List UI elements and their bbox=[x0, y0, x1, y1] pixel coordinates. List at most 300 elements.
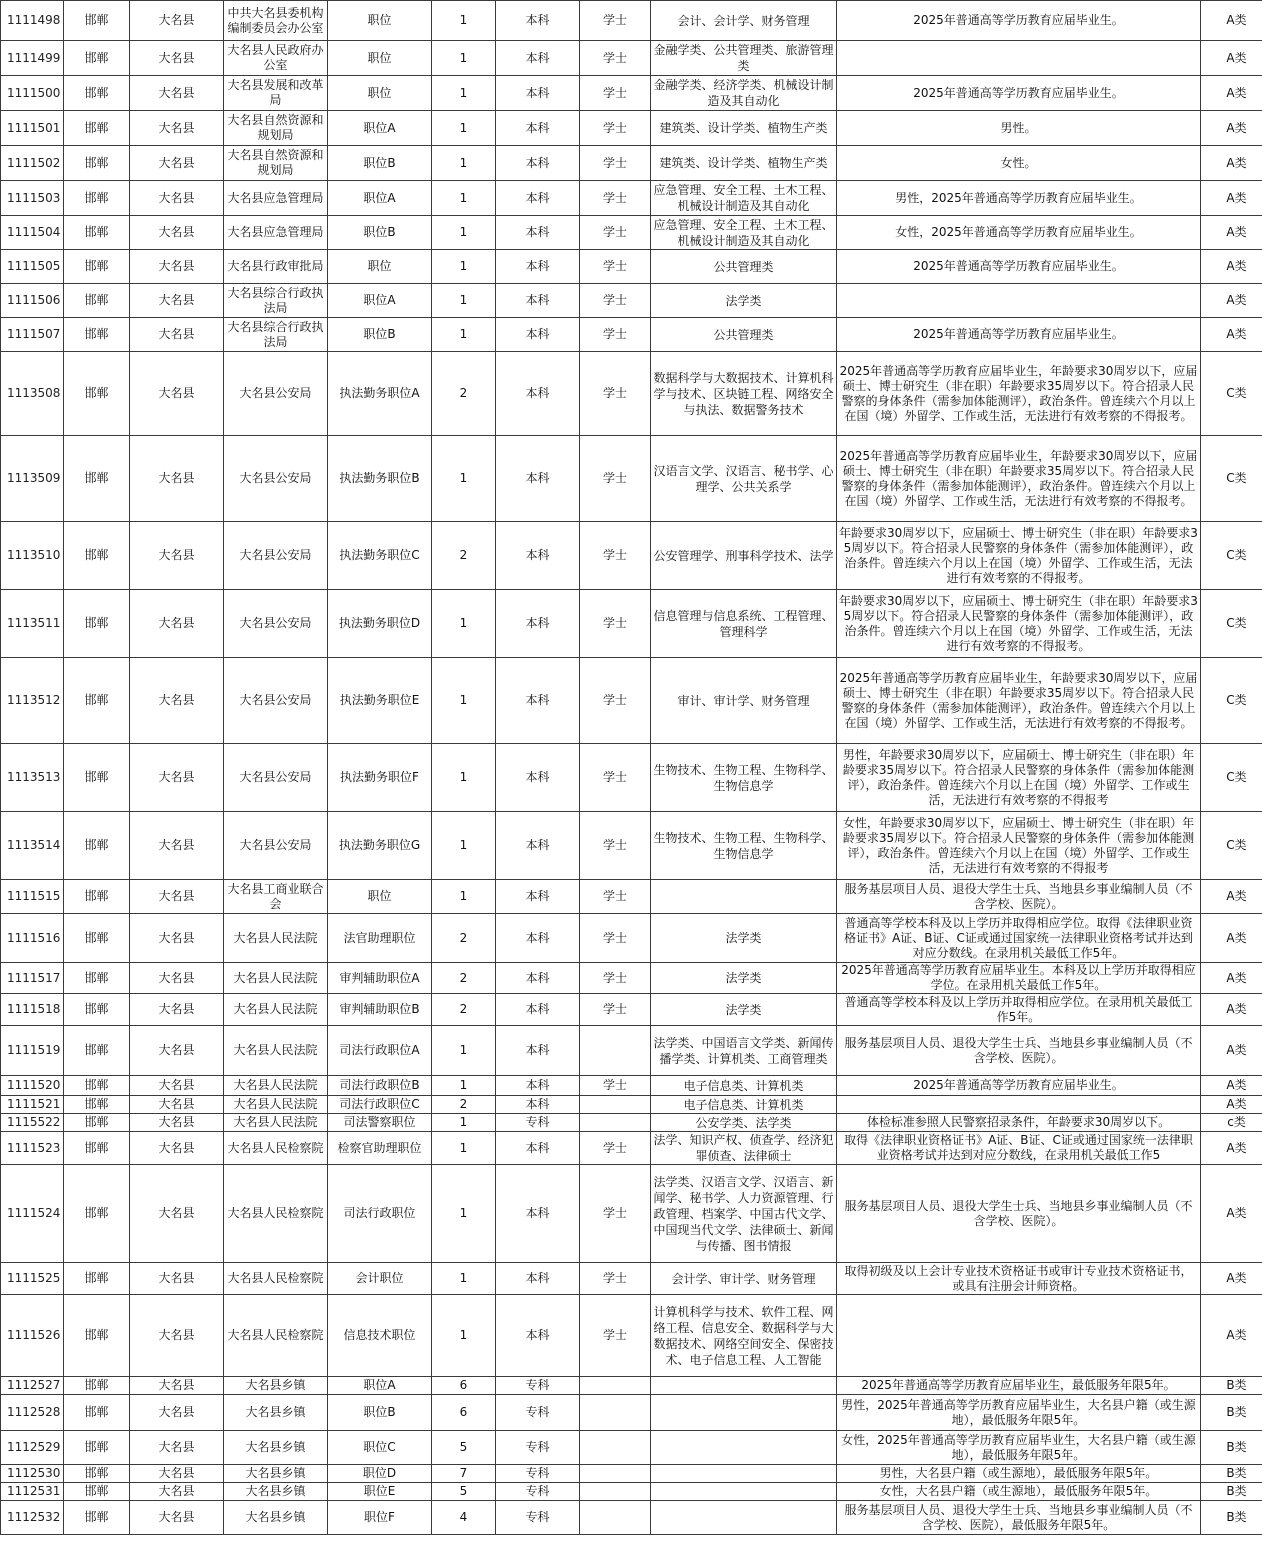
position-cell: 执法勤务职位A bbox=[328, 352, 432, 436]
city-cell: 邯郸 bbox=[64, 1395, 130, 1431]
county-cell: 大名县 bbox=[130, 812, 224, 880]
requirements-cell bbox=[837, 1096, 1201, 1114]
code-cell: 1111518 bbox=[1, 994, 64, 1026]
position-cell: 职位A bbox=[328, 181, 432, 216]
code-cell: 1112529 bbox=[1, 1431, 64, 1465]
code-cell: 1112528 bbox=[1, 1395, 64, 1431]
count-cell: 1 bbox=[432, 181, 496, 216]
degree-cell: 学士 bbox=[580, 181, 651, 216]
unit-cell: 大名县工商业联合会 bbox=[224, 880, 328, 914]
position-cell: 检察官助理职位 bbox=[328, 1132, 432, 1165]
count-cell: 1 bbox=[432, 318, 496, 352]
major-cell bbox=[651, 1483, 837, 1501]
table-row bbox=[1, 1295, 1262, 1377]
table-row bbox=[1, 250, 1262, 284]
city-cell: 邯郸 bbox=[64, 812, 130, 880]
major-cell: 公共管理类 bbox=[651, 318, 837, 352]
degree-cell: 学士 bbox=[580, 1263, 651, 1295]
requirements-cell bbox=[837, 1295, 1201, 1377]
degree-cell: 学士 bbox=[580, 1165, 651, 1263]
requirements-cell: 2025年普通高等学历教育应届毕业生。 bbox=[837, 1076, 1201, 1096]
position-cell: 司法行政职位B bbox=[328, 1076, 432, 1096]
category-cell: A类 bbox=[1201, 181, 1262, 216]
category-cell: C类 bbox=[1201, 352, 1262, 436]
table-row bbox=[1, 658, 1262, 744]
table-row bbox=[1, 1263, 1262, 1295]
county-cell: 大名县 bbox=[130, 1295, 224, 1377]
category-cell: A类 bbox=[1201, 1026, 1262, 1076]
degree-cell: 学士 bbox=[580, 111, 651, 146]
county-cell: 大名县 bbox=[130, 181, 224, 216]
table-row bbox=[1, 744, 1262, 812]
city-cell: 邯郸 bbox=[64, 250, 130, 284]
major-cell bbox=[651, 880, 837, 914]
major-cell: 公安学类、法学类 bbox=[651, 1114, 837, 1132]
major-cell: 会计、会计学、财务管理 bbox=[651, 1, 837, 41]
city-cell: 邯郸 bbox=[64, 914, 130, 963]
education-cell: 本科 bbox=[496, 41, 580, 76]
category-cell: B类 bbox=[1201, 1377, 1262, 1395]
position-cell: 司法警察职位 bbox=[328, 1114, 432, 1132]
count-cell: 1 bbox=[432, 111, 496, 146]
count-cell: 2 bbox=[432, 963, 496, 994]
degree-cell bbox=[580, 1501, 651, 1535]
city-cell: 邯郸 bbox=[64, 41, 130, 76]
education-cell: 本科 bbox=[496, 994, 580, 1026]
position-cell: 司法行政职位 bbox=[328, 1165, 432, 1263]
major-cell: 公安管理学、刑事科学技术、法学 bbox=[651, 522, 837, 590]
position-cell: 法官助理职位 bbox=[328, 914, 432, 963]
position-cell: 职位 bbox=[328, 250, 432, 284]
county-cell: 大名县 bbox=[130, 1377, 224, 1395]
unit-cell: 大名县公安局 bbox=[224, 812, 328, 880]
unit-cell: 大名县应急管理局 bbox=[224, 216, 328, 250]
requirements-cell: 体检标准参照人民警察招录条件，年龄要求30周岁以下。 bbox=[837, 1114, 1201, 1132]
code-cell: 1111525 bbox=[1, 1263, 64, 1295]
degree-cell bbox=[580, 1377, 651, 1395]
county-cell: 大名县 bbox=[130, 1165, 224, 1263]
unit-cell: 大名县公安局 bbox=[224, 744, 328, 812]
city-cell: 邯郸 bbox=[64, 1377, 130, 1395]
major-cell: 汉语言文学、汉语言、秘书学、心理学、公共关系学 bbox=[651, 436, 837, 522]
category-cell: A类 bbox=[1201, 1295, 1262, 1377]
education-cell: 专科 bbox=[496, 1483, 580, 1501]
education-cell: 本科 bbox=[496, 1076, 580, 1096]
county-cell: 大名县 bbox=[130, 744, 224, 812]
degree-cell: 学士 bbox=[580, 522, 651, 590]
category-cell: C类 bbox=[1201, 658, 1262, 744]
requirements-cell: 服务基层项目人员、退役大学生士兵、当地县乡事业编制人员（不含学校、医院），最低服务年限5年。 bbox=[837, 1501, 1201, 1535]
position-cell: 职位B bbox=[328, 318, 432, 352]
county-cell: 大名县 bbox=[130, 1076, 224, 1096]
requirements-cell: 2025年普通高等学历教育应届毕业生。 bbox=[837, 250, 1201, 284]
education-cell: 本科 bbox=[496, 963, 580, 994]
major-cell: 法学类 bbox=[651, 284, 837, 318]
city-cell: 邯郸 bbox=[64, 994, 130, 1026]
education-cell: 本科 bbox=[496, 250, 580, 284]
major-cell bbox=[651, 1395, 837, 1431]
degree-cell: 学士 bbox=[580, 250, 651, 284]
position-cell: 职位B bbox=[328, 146, 432, 181]
education-cell: 专科 bbox=[496, 1501, 580, 1535]
major-cell: 法学类 bbox=[651, 914, 837, 963]
requirements-cell: 服务基层项目人员、退役大学生士兵、当地县乡事业编制人员（不含学校、医院）。 bbox=[837, 1165, 1201, 1263]
position-cell: 职位C bbox=[328, 1431, 432, 1465]
county-cell: 大名县 bbox=[130, 1395, 224, 1431]
category-cell: A类 bbox=[1201, 1096, 1262, 1114]
table-row bbox=[1, 76, 1262, 111]
position-cell: 职位 bbox=[328, 76, 432, 111]
code-cell: 1112532 bbox=[1, 1501, 64, 1535]
requirements-cell: 男性，2025年普通高等学历教育应届毕业生。 bbox=[837, 181, 1201, 216]
degree-cell bbox=[580, 1431, 651, 1465]
city-cell: 邯郸 bbox=[64, 658, 130, 744]
table-row bbox=[1, 436, 1262, 522]
category-cell: A类 bbox=[1201, 914, 1262, 963]
code-cell: 1111499 bbox=[1, 41, 64, 76]
category-cell: A类 bbox=[1201, 994, 1262, 1026]
education-cell: 本科 bbox=[496, 914, 580, 963]
requirements-cell: 女性，年龄要求30周岁以下，应届硕士、博士研究生（非在职）年龄要求35周岁以下。符合招录人民警察的身体条件（需参加体能测评），政治条件。曾连续六个月以上在国（境）外留学、工作或生活，无法进行有效考察的不得报考 bbox=[837, 812, 1201, 880]
count-cell: 1 bbox=[432, 436, 496, 522]
position-cell: 职位F bbox=[328, 1501, 432, 1535]
major-cell: 电子信息类、计算机类 bbox=[651, 1096, 837, 1114]
city-cell: 邯郸 bbox=[64, 1295, 130, 1377]
city-cell: 邯郸 bbox=[64, 111, 130, 146]
count-cell: 1 bbox=[432, 41, 496, 76]
education-cell: 本科 bbox=[496, 284, 580, 318]
major-cell: 建筑类、设计学类、植物生产类 bbox=[651, 146, 837, 181]
major-cell: 数据科学与大数据技术、计算机科学与技术、区块链工程、网络安全与执法、数据警务技术 bbox=[651, 352, 837, 436]
city-cell: 邯郸 bbox=[64, 1501, 130, 1535]
unit-cell: 大名县人民检察院 bbox=[224, 1132, 328, 1165]
category-cell: B类 bbox=[1201, 1395, 1262, 1431]
position-cell: 职位B bbox=[328, 216, 432, 250]
education-cell: 本科 bbox=[496, 216, 580, 250]
unit-cell: 大名县公安局 bbox=[224, 658, 328, 744]
category-cell: A类 bbox=[1201, 216, 1262, 250]
unit-cell: 大名县公安局 bbox=[224, 590, 328, 658]
code-cell: 1112531 bbox=[1, 1483, 64, 1501]
code-cell: 1112530 bbox=[1, 1465, 64, 1483]
county-cell: 大名县 bbox=[130, 436, 224, 522]
education-cell: 本科 bbox=[496, 111, 580, 146]
count-cell: 1 bbox=[432, 744, 496, 812]
table-row bbox=[1, 352, 1262, 436]
degree-cell: 学士 bbox=[580, 658, 651, 744]
requirements-cell: 2025年普通高等学历教育应届毕业生，年龄要求30周岁以下，应届硕士、博士研究生（非在职）年龄要求35周岁以下。符合招录人民警察的身体条件（需参加体能测评），政治条件。曾连续六个月以上在国（境）外留学、工作或生活，无法进行有效考察的不得报考。 bbox=[837, 436, 1201, 522]
code-cell: 1113509 bbox=[1, 436, 64, 522]
unit-cell: 大名县自然资源和规划局 bbox=[224, 111, 328, 146]
code-cell: 1113508 bbox=[1, 352, 64, 436]
table-row bbox=[1, 1431, 1262, 1465]
table-row bbox=[1, 41, 1262, 76]
degree-cell: 学士 bbox=[580, 41, 651, 76]
education-cell: 本科 bbox=[496, 1165, 580, 1263]
category-cell: A类 bbox=[1201, 41, 1262, 76]
unit-cell: 大名县公安局 bbox=[224, 522, 328, 590]
requirements-cell: 取得初级及以上会计专业技术资格证书或审计专业技术资格证书，或具有注册会计师资格。 bbox=[837, 1263, 1201, 1295]
unit-cell: 大名县人民检察院 bbox=[224, 1263, 328, 1295]
county-cell: 大名县 bbox=[130, 146, 224, 181]
degree-cell: 学士 bbox=[580, 914, 651, 963]
category-cell: C类 bbox=[1201, 744, 1262, 812]
city-cell: 邯郸 bbox=[64, 284, 130, 318]
requirements-cell: 男性，2025年普通高等学历教育应届毕业生，大名县户籍（或生源地），最低服务年限5年。 bbox=[837, 1395, 1201, 1431]
requirements-cell: 年龄要求30周岁以下，应届硕士、博士研究生（非在职）年龄要求35周岁以下。符合招录人民警察的身体条件（需参加体能测评），政治条件。曾连续六个月以上在国（境）外留学、工作或生活，无法进行有效考察的不得报考。 bbox=[837, 590, 1201, 658]
unit-cell: 中共大名县委机构编制委员会办公室 bbox=[224, 1, 328, 41]
category-cell: A类 bbox=[1201, 250, 1262, 284]
table-row bbox=[1, 880, 1262, 914]
code-cell: 1111503 bbox=[1, 181, 64, 216]
unit-cell: 大名县人民法院 bbox=[224, 1096, 328, 1114]
degree-cell: 学士 bbox=[580, 318, 651, 352]
position-cell: 执法勤务职位F bbox=[328, 744, 432, 812]
unit-cell: 大名县人民法院 bbox=[224, 1026, 328, 1076]
county-cell: 大名县 bbox=[130, 658, 224, 744]
major-cell: 法学、知识产权、侦查学、经济犯罪侦查、法律硕士 bbox=[651, 1132, 837, 1165]
requirements-cell: 取得《法律职业资格证书》A证、B证、C证或通过国家统一法律职业资格考试并达到对应分数线，在录用机关最低工作5 bbox=[837, 1132, 1201, 1165]
major-cell bbox=[651, 1501, 837, 1535]
degree-cell: 学士 bbox=[580, 1, 651, 41]
unit-cell: 大名县乡镇 bbox=[224, 1501, 328, 1535]
education-cell: 专科 bbox=[496, 1395, 580, 1431]
position-cell: 职位A bbox=[328, 111, 432, 146]
requirements-cell: 普通高等学校本科及以上学历并取得相应学位。取得《法律职业资格证书》A证、B证、C证或通过国家统一法律职业资格考试并达到对应分数线。在录用机关最低工作5年。 bbox=[837, 914, 1201, 963]
unit-cell: 大名县乡镇 bbox=[224, 1483, 328, 1501]
major-cell: 会计学、审计学、财务管理 bbox=[651, 1263, 837, 1295]
major-cell: 信息管理与信息系统、工程管理、管理科学 bbox=[651, 590, 837, 658]
requirements-cell: 2025年普通高等学历教育应届毕业生，年龄要求30周岁以下，应届硕士、博士研究生（非在职）年龄要求35周岁以下。符合招录人民警察的身体条件（需参加体能测评），政治条件。曾连续六个月以上在国（境）外留学、工作或生活，无法进行有效考察的不得报考。 bbox=[837, 658, 1201, 744]
degree-cell: 学士 bbox=[580, 1076, 651, 1096]
requirements-cell: 男性，大名县户籍（或生源地），最低服务年限5年。 bbox=[837, 1465, 1201, 1483]
education-cell: 本科 bbox=[496, 744, 580, 812]
city-cell: 邯郸 bbox=[64, 76, 130, 111]
code-cell: 1111501 bbox=[1, 111, 64, 146]
count-cell: 6 bbox=[432, 1377, 496, 1395]
position-cell: 执法勤务职位D bbox=[328, 590, 432, 658]
degree-cell: 学士 bbox=[580, 436, 651, 522]
count-cell: 6 bbox=[432, 1395, 496, 1431]
unit-cell: 大名县人民法院 bbox=[224, 914, 328, 963]
degree-cell: 学士 bbox=[580, 1132, 651, 1165]
degree-cell: 学士 bbox=[580, 812, 651, 880]
requirements-cell: 男性。 bbox=[837, 111, 1201, 146]
code-cell: 1111507 bbox=[1, 318, 64, 352]
code-cell: 1113512 bbox=[1, 658, 64, 744]
position-cell: 职位A bbox=[328, 284, 432, 318]
category-cell: A类 bbox=[1201, 1076, 1262, 1096]
requirements-cell: 2025年普通高等学历教育应届毕业生。 bbox=[837, 76, 1201, 111]
table-row bbox=[1, 216, 1262, 250]
degree-cell: 学士 bbox=[580, 590, 651, 658]
unit-cell: 大名县自然资源和规划局 bbox=[224, 146, 328, 181]
degree-cell: 学士 bbox=[580, 744, 651, 812]
education-cell: 本科 bbox=[496, 76, 580, 111]
unit-cell: 大名县乡镇 bbox=[224, 1431, 328, 1465]
count-cell: 1 bbox=[432, 1263, 496, 1295]
category-cell: C类 bbox=[1201, 590, 1262, 658]
requirements-cell: 服务基层项目人员、退役大学生士兵、当地县乡事业编制人员（不含学校、医院）。 bbox=[837, 1026, 1201, 1076]
code-cell: 1111504 bbox=[1, 216, 64, 250]
education-cell: 本科 bbox=[496, 522, 580, 590]
county-cell: 大名县 bbox=[130, 880, 224, 914]
degree-cell bbox=[580, 1465, 651, 1483]
county-cell: 大名县 bbox=[130, 914, 224, 963]
count-cell: 1 bbox=[432, 216, 496, 250]
category-cell: A类 bbox=[1201, 1, 1262, 41]
code-cell: 1113510 bbox=[1, 522, 64, 590]
category-cell: C类 bbox=[1201, 812, 1262, 880]
table-row bbox=[1, 812, 1262, 880]
city-cell: 邯郸 bbox=[64, 146, 130, 181]
count-cell: 7 bbox=[432, 1465, 496, 1483]
position-cell: 信息技术职位 bbox=[328, 1295, 432, 1377]
position-cell: 职位 bbox=[328, 41, 432, 76]
category-cell: A类 bbox=[1201, 76, 1262, 111]
education-cell: 本科 bbox=[496, 1096, 580, 1114]
major-cell: 生物技术、生物工程、生物科学、生物信息学 bbox=[651, 744, 837, 812]
degree-cell: 学士 bbox=[580, 146, 651, 181]
category-cell: A类 bbox=[1201, 284, 1262, 318]
city-cell: 邯郸 bbox=[64, 1026, 130, 1076]
code-cell: 1111515 bbox=[1, 880, 64, 914]
position-cell: 司法行政职位C bbox=[328, 1096, 432, 1114]
city-cell: 邯郸 bbox=[64, 1114, 130, 1132]
requirements-cell: 男性，年龄要求30周岁以下，应届硕士、博士研究生（非在职）年龄要求35周岁以下。符合招录人民警察的身体条件（需参加体能测评），政治条件。曾连续六个月以上在国（境）外留学、工作或生活，无法进行有效考察的不得报考 bbox=[837, 744, 1201, 812]
requirements-cell: 普通高等学校本科及以上学历并取得相应学位。在录用机关最低工作5年。 bbox=[837, 994, 1201, 1026]
unit-cell: 大名县乡镇 bbox=[224, 1377, 328, 1395]
degree-cell bbox=[580, 1096, 651, 1114]
table-row bbox=[1, 1114, 1262, 1132]
major-cell: 计算机科学与技术、软件工程、网络工程、信息安全、数据科学与大数据技术、网络空间安全、保密技术、电子信息工程、人工智能 bbox=[651, 1295, 837, 1377]
county-cell: 大名县 bbox=[130, 1, 224, 41]
code-cell: 1111520 bbox=[1, 1076, 64, 1096]
county-cell: 大名县 bbox=[130, 963, 224, 994]
count-cell: 1 bbox=[432, 1026, 496, 1076]
table-row bbox=[1, 994, 1262, 1026]
table-row bbox=[1, 1483, 1262, 1501]
category-cell: C类 bbox=[1201, 436, 1262, 522]
city-cell: 邯郸 bbox=[64, 1076, 130, 1096]
position-cell: 审判辅助职位B bbox=[328, 994, 432, 1026]
county-cell: 大名县 bbox=[130, 1431, 224, 1465]
position-cell: 执法勤务职位E bbox=[328, 658, 432, 744]
category-cell: B类 bbox=[1201, 1431, 1262, 1465]
table-row bbox=[1, 1096, 1262, 1114]
city-cell: 邯郸 bbox=[64, 352, 130, 436]
count-cell: 1 bbox=[432, 812, 496, 880]
unit-cell: 大名县人民法院 bbox=[224, 963, 328, 994]
code-cell: 1113513 bbox=[1, 744, 64, 812]
education-cell: 本科 bbox=[496, 590, 580, 658]
degree-cell bbox=[580, 1483, 651, 1501]
count-cell: 2 bbox=[432, 994, 496, 1026]
major-cell: 法学类 bbox=[651, 963, 837, 994]
table-row bbox=[1, 181, 1262, 216]
degree-cell bbox=[580, 1026, 651, 1076]
education-cell: 本科 bbox=[496, 1263, 580, 1295]
category-cell: c类 bbox=[1201, 1114, 1262, 1132]
city-cell: 邯郸 bbox=[64, 1483, 130, 1501]
table-row bbox=[1, 1165, 1262, 1263]
count-cell: 2 bbox=[432, 1096, 496, 1114]
count-cell: 1 bbox=[432, 250, 496, 284]
city-cell: 邯郸 bbox=[64, 1132, 130, 1165]
major-cell: 电子信息类、计算机类 bbox=[651, 1076, 837, 1096]
unit-cell: 大名县公安局 bbox=[224, 352, 328, 436]
degree-cell: 学士 bbox=[580, 880, 651, 914]
degree-cell: 学士 bbox=[580, 352, 651, 436]
table-row bbox=[1, 963, 1262, 994]
requirements-cell: 2025年普通高等学历教育应届毕业生，年龄要求30周岁以下，应届硕士、博士研究生（非在职）年龄要求35周岁以下。符合招录人民警察的身体条件（需参加体能测评），政治条件。曾连续六个月以上在国（境）外留学、工作或生活，无法进行有效考察的不得报考。 bbox=[837, 352, 1201, 436]
count-cell: 2 bbox=[432, 352, 496, 436]
count-cell: 1 bbox=[432, 1076, 496, 1096]
major-cell bbox=[651, 1465, 837, 1483]
count-cell: 1 bbox=[432, 1132, 496, 1165]
city-cell: 邯郸 bbox=[64, 1165, 130, 1263]
degree-cell: 学士 bbox=[580, 963, 651, 994]
count-cell: 4 bbox=[432, 1501, 496, 1535]
county-cell: 大名县 bbox=[130, 1096, 224, 1114]
category-cell: C类 bbox=[1201, 522, 1262, 590]
code-cell: 1111500 bbox=[1, 76, 64, 111]
education-cell: 本科 bbox=[496, 658, 580, 744]
unit-cell: 大名县人民检察院 bbox=[224, 1165, 328, 1263]
major-cell: 法学类、汉语言文学、汉语言、新闻学、秘书学、人力资源管理、行政管理、档案学、中国古代文学、中国现当代文学、法律硕士、新闻与传播、图书情报 bbox=[651, 1165, 837, 1263]
table-body bbox=[1, 1, 1262, 1535]
category-cell: A类 bbox=[1201, 318, 1262, 352]
table-row bbox=[1, 146, 1262, 181]
count-cell: 2 bbox=[432, 914, 496, 963]
category-cell: A类 bbox=[1201, 146, 1262, 181]
education-cell: 本科 bbox=[496, 352, 580, 436]
county-cell: 大名县 bbox=[130, 1483, 224, 1501]
count-cell: 1 bbox=[432, 590, 496, 658]
county-cell: 大名县 bbox=[130, 1132, 224, 1165]
code-cell: 1111502 bbox=[1, 146, 64, 181]
requirements-cell: 女性，2025年普通高等学历教育应届毕业生。 bbox=[837, 216, 1201, 250]
table-row bbox=[1, 318, 1262, 352]
education-cell: 本科 bbox=[496, 436, 580, 522]
major-cell: 公共管理类 bbox=[651, 250, 837, 284]
city-cell: 邯郸 bbox=[64, 880, 130, 914]
city-cell: 邯郸 bbox=[64, 522, 130, 590]
requirements-cell: 2025年普通高等学历教育应届毕业生，最低服务年限5年。 bbox=[837, 1377, 1201, 1395]
position-cell: 职位 bbox=[328, 1, 432, 41]
unit-cell: 大名县乡镇 bbox=[224, 1465, 328, 1483]
city-cell: 邯郸 bbox=[64, 1263, 130, 1295]
code-cell: 1115522 bbox=[1, 1114, 64, 1132]
county-cell: 大名县 bbox=[130, 111, 224, 146]
degree-cell: 学士 bbox=[580, 284, 651, 318]
county-cell: 大名县 bbox=[130, 1026, 224, 1076]
unit-cell: 大名县应急管理局 bbox=[224, 181, 328, 216]
education-cell: 本科 bbox=[496, 1295, 580, 1377]
table-row bbox=[1, 284, 1262, 318]
education-cell: 专科 bbox=[496, 1465, 580, 1483]
count-cell: 1 bbox=[432, 146, 496, 181]
position-cell: 职位B bbox=[328, 1395, 432, 1431]
county-cell: 大名县 bbox=[130, 994, 224, 1026]
major-cell bbox=[651, 1377, 837, 1395]
requirements-cell: 女性，大名县户籍（或生源地），最低服务年限5年。 bbox=[837, 1483, 1201, 1501]
requirements-cell: 年龄要求30周岁以下，应届硕士、博士研究生（非在职）年龄要求35周岁以下。符合招录人民警察的身体条件（需参加体能测评），政治条件。曾连续六个月以上在国（境）外留学、工作或生活，无法进行有效考察的不得报考。 bbox=[837, 522, 1201, 590]
unit-cell: 大名县综合行政执法局 bbox=[224, 284, 328, 318]
code-cell: 1111524 bbox=[1, 1165, 64, 1263]
code-cell: 1111505 bbox=[1, 250, 64, 284]
unit-cell: 大名县公安局 bbox=[224, 436, 328, 522]
